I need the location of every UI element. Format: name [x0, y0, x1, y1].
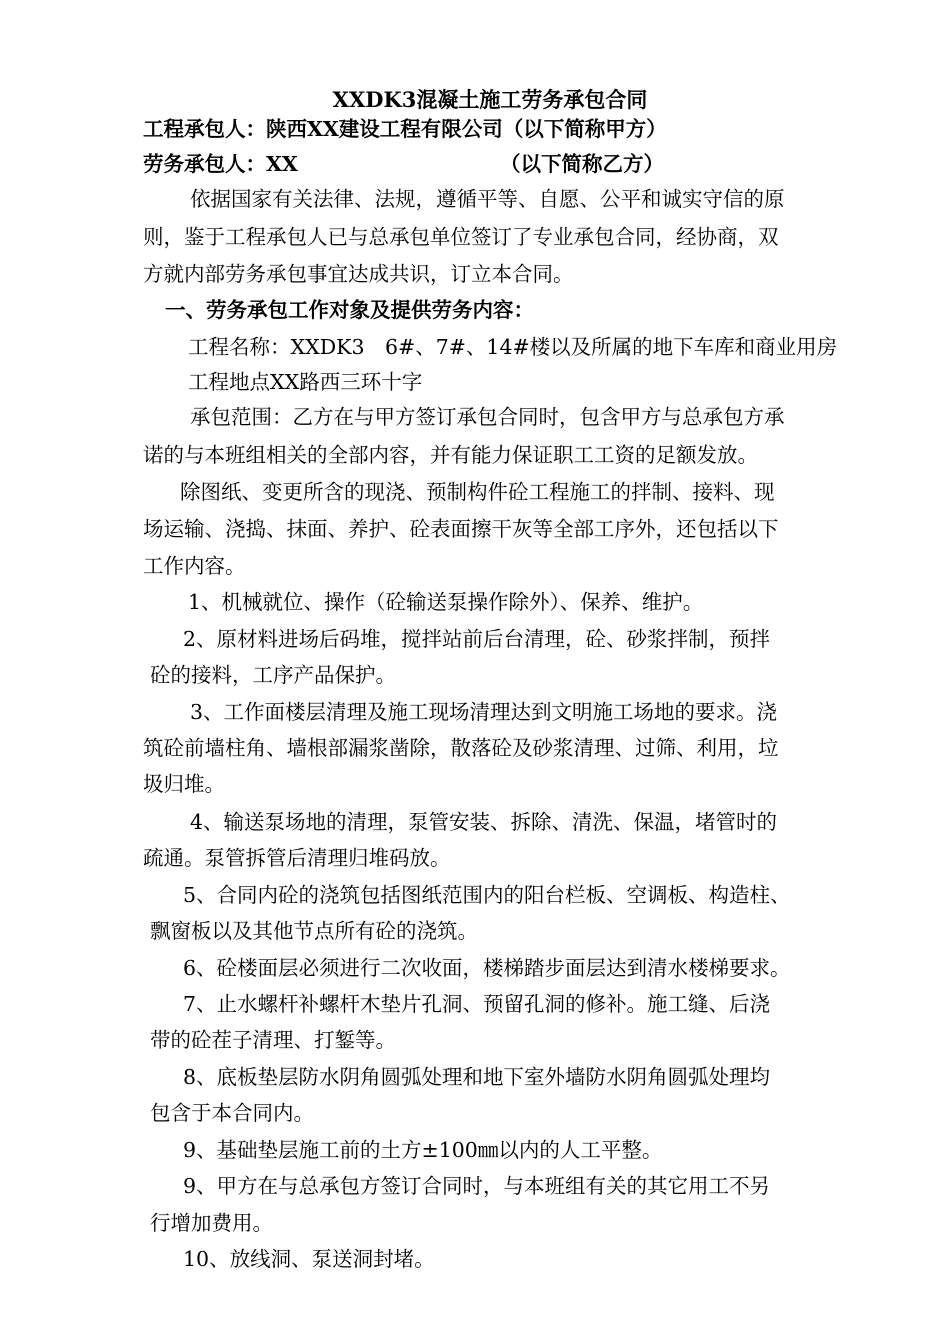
intro-line: 依据国家有关法律、法规，遵循平等、自愿、公平和诚实守信的原 [190, 187, 785, 211]
project-location: 工程地点XX路西三环十字 [188, 370, 423, 394]
item-line: 砼的接料，工序产品保护。 [150, 663, 396, 687]
item-line: 5、合同内砼的浇筑包括图纸范围内的阳台栏板、空调板、构造柱、 [183, 883, 791, 907]
item-line: 6、砼楼面层必须进行二次收面，楼梯踏步面层达到清水楼梯要求。 [183, 956, 791, 980]
project-name: 工程名称：XXDK3 6#、7#、14#楼以及所属的地下车库和商业用房 [188, 335, 838, 359]
item-line: 8、底板垫层防水阴角圆弧处理和地下室外墙防水阴角圆弧处理均 [183, 1065, 771, 1089]
scope-line: 承包范围：乙方在与甲方签订承包合同时，包含甲方与总承包方承 [190, 405, 785, 429]
item-line: 筑砼前墙柱角、墙根部漏浆凿除，散落砼及砂浆清理、过筛、利用，垃 [143, 736, 779, 760]
scope-line: 诺的与本班组相关的全部内容，并有能力保证职工工资的足额发放。 [143, 443, 758, 467]
item-line: 飘窗板以及其他节点所有砼的浇筑。 [150, 919, 478, 943]
party-a-line: 工程承包人：陕西XX建设工程有限公司（以下简称甲方） [143, 117, 667, 141]
item-line: 2、原材料进场后码堆，搅拌站前后台清理，砼、砂浆拌制，预拌 [183, 627, 771, 651]
intro-line: 则，鉴于工程承包人已与总承包单位签订了专业承包合同，经协商，双 [143, 225, 779, 249]
document-title: XXDK3混凝土施工劳务承包合同 [332, 87, 648, 112]
item-line: 4、输送泵场地的清理，泵管安装、拆除、清洗、保温，堵管时的 [190, 810, 778, 834]
party-b-label: 劳务承包人：XX [143, 152, 298, 176]
intro-line: 方就内部劳务承包事宜达成共识，订立本合同。 [143, 262, 574, 286]
scope-extra-line: 场运输、浇捣、抹面、养护、砼表面擦干灰等全部工序外，还包括以下 [143, 517, 779, 541]
item-line: 行增加费用。 [150, 1211, 273, 1235]
item-line: 圾归堆。 [143, 772, 225, 796]
item-line: 9、基础垫层施工前的土方±100㎜以内的人工平整。 [183, 1138, 663, 1162]
item-line: 带的砼茬子清理、打錾等。 [150, 1028, 396, 1052]
party-b-suffix: （以下简称乙方） [500, 152, 664, 176]
scope-extra-line: 除图纸、变更所含的现浇、预制构件砼工程施工的拌制、接料、现 [180, 480, 775, 504]
item-line: 7、止水螺杆补螺杆木垫片孔洞、预留孔洞的修补。施工缝、后浇 [183, 992, 771, 1016]
item-line: 10、放线洞、泵送洞封堵。 [183, 1247, 435, 1271]
item-line: 包含于本合同内。 [150, 1101, 314, 1125]
item-line: 疏通。泵管拆管后清理归堆码放。 [143, 846, 451, 870]
item-line: 1、机械就位、操作（砼输送泵操作除外）、保养、维护。 [188, 590, 704, 614]
item-line: 3、工作面楼层清理及施工现场清理达到文明施工场地的要求。浇 [190, 700, 778, 724]
section-heading: 一、劳务承包工作对象及提供劳务内容： [165, 298, 534, 322]
item-line: 9、甲方在与总承包方签订合同时，与本班组有关的其它用工不另 [183, 1174, 771, 1198]
scope-extra-line: 工作内容。 [143, 554, 246, 578]
